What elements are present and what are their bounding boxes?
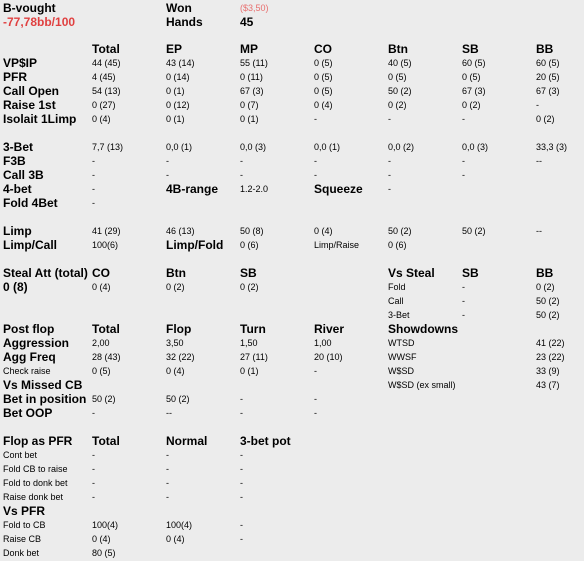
cell: 41 (22) [536, 338, 565, 348]
row-label-f3b: F3B [3, 154, 26, 168]
bb-per-100: -77,78bb/100 [3, 15, 76, 29]
cell: -- [166, 408, 172, 418]
cell: - [166, 464, 169, 474]
cell: 0 (27) [92, 100, 116, 110]
cell: 80 (5) [92, 548, 116, 558]
won-value: ($3,50) [240, 3, 269, 13]
cell: - [462, 170, 465, 180]
cell: - [240, 492, 243, 502]
cell: - [240, 170, 243, 180]
row-label-check-raise: Check raise [3, 366, 51, 376]
cell: - [92, 492, 95, 502]
row-label-fold-to-cb: Fold to CB [3, 520, 46, 530]
cell: 0,0 (2) [388, 142, 415, 152]
cell: 33,3 (3) [536, 142, 568, 152]
showdown-row-label: WTSD [388, 338, 415, 348]
col-header-total: Total [92, 434, 120, 448]
cell: 41 (29) [92, 226, 121, 236]
row-label-cont-bet: Cont bet [3, 450, 38, 460]
cell: 23 (22) [536, 352, 565, 362]
cell: 60 (5) [462, 58, 486, 68]
cell: 28 (43) [92, 352, 121, 362]
cell: 7,7 (13) [92, 142, 124, 152]
row-label-pfr: PFR [3, 70, 27, 84]
value-steal-co: 0 (4) [92, 282, 111, 292]
cell: - [92, 478, 95, 488]
cell: - [166, 492, 169, 502]
label-vs-steal: Vs Steal [388, 266, 435, 280]
cell: - [240, 478, 243, 488]
cell: - [536, 100, 539, 110]
col-header-bb: BB [536, 42, 554, 56]
row-label-bet-oop: Bet OOP [3, 406, 53, 420]
row-label-call-open: Call Open [3, 84, 60, 98]
cell: 46 (13) [166, 226, 195, 236]
cell: 0,0 (3) [240, 142, 267, 152]
cell: - [240, 534, 243, 544]
cell: - [166, 450, 169, 460]
cell: - [166, 170, 169, 180]
cell: 1,00 [314, 338, 332, 348]
cell: 50 (2) [536, 296, 560, 306]
value-squeeze: - [388, 184, 391, 194]
label-vs-steal-sb: SB [462, 266, 479, 280]
cell: 0 (2) [536, 114, 555, 124]
col-header-ep: EP [166, 42, 183, 56]
label-showdowns: Showdowns [388, 322, 458, 336]
cell: 43 (14) [166, 58, 195, 68]
cell: - [92, 408, 95, 418]
hands-value: 45 [240, 15, 254, 29]
cell: 0 (1) [240, 114, 259, 124]
cell: 40 (5) [388, 58, 412, 68]
col-header-total: Total [92, 42, 120, 56]
cell: - [166, 478, 169, 488]
won-label: Won [166, 1, 192, 15]
cell: - [92, 464, 95, 474]
label-limp-raise: Limp/Raise [314, 240, 360, 250]
cell: 0 (7) [240, 100, 259, 110]
row-label-raise-donk-bet: Raise donk bet [3, 492, 64, 502]
hands-label: Hands [166, 15, 203, 29]
cell: 0 (2) [388, 100, 407, 110]
cell: 60 (5) [536, 58, 560, 68]
cell: - [240, 394, 243, 404]
col-header-sb: SB [462, 42, 479, 56]
row-label-raise-cb: Raise CB [3, 534, 42, 544]
cell: - [388, 114, 391, 124]
label-limp-fold: Limp/Fold [166, 238, 224, 252]
cell: 2,00 [92, 338, 110, 348]
cell: 0 (4) [166, 366, 185, 376]
cell: - [92, 184, 95, 194]
player-name: B-vought [3, 1, 56, 15]
cell: 44 (45) [92, 58, 121, 68]
cell: 50 (2) [92, 394, 116, 404]
row-label-fold-4bet: Fold 4Bet [3, 196, 58, 210]
value-limp-raise: 0 (6) [388, 240, 407, 250]
cell: 0 (2) [462, 100, 481, 110]
col-header-co: CO [314, 42, 332, 56]
value-limp-fold: 0 (6) [240, 240, 259, 250]
col-header-3bet-pot: 3-bet pot [240, 434, 291, 448]
cell: 0 (4) [92, 114, 111, 124]
cell: 100(4) [92, 520, 119, 530]
cell: 0 (4) [92, 534, 111, 544]
cell: 67 (3) [240, 86, 264, 96]
cell: - [240, 520, 243, 530]
vs-steal-row-label: Fold [388, 282, 406, 292]
value-steal-total: 0 (8) [3, 280, 28, 294]
row-label-bet-in-position: Bet in position [3, 392, 87, 406]
cell: - [314, 170, 317, 180]
cell: 0 (5) [92, 366, 111, 376]
cell: - [92, 170, 95, 180]
cell: - [388, 156, 391, 166]
cell: 0 (4) [314, 226, 333, 236]
cell: -- [536, 156, 542, 166]
label-vs-pfr: Vs PFR [3, 504, 46, 518]
label-squeeze: Squeeze [314, 182, 363, 196]
cell: 0 (14) [166, 72, 190, 82]
row-label-3bet: 3-Bet [3, 140, 34, 154]
cell: 0 (1) [240, 366, 259, 376]
cell: - [314, 394, 317, 404]
cell: 33 (9) [536, 366, 560, 376]
cell: 67 (3) [462, 86, 486, 96]
cell: - [314, 366, 317, 376]
col-header-flop: Flop [166, 322, 192, 336]
cell: 0 (4) [314, 100, 333, 110]
cell: 0 (4) [166, 534, 185, 544]
row-label-aggression: Aggression [3, 336, 70, 350]
cell: 0 (1) [166, 114, 185, 124]
vs-steal-row-label: Call [388, 296, 404, 306]
cell: - [314, 408, 317, 418]
row-label-raise-first: Raise 1st [3, 98, 56, 112]
label-steal-co: CO [92, 266, 110, 280]
cell: 0,0 (3) [462, 142, 489, 152]
col-header-turn: Turn [240, 322, 266, 336]
cell: 0,0 (1) [314, 142, 341, 152]
cell: 20 (5) [536, 72, 560, 82]
cell: 0,0 (1) [166, 142, 193, 152]
row-label-limp: Limp [3, 224, 32, 238]
cell: 1,50 [240, 338, 258, 348]
cell: 0 (12) [166, 100, 190, 110]
cell: 43 (7) [536, 380, 560, 390]
cell: 20 (10) [314, 352, 343, 362]
label-4b-range: 4B-range [166, 182, 219, 196]
row-label-fold-cb-to-raise: Fold CB to raise [3, 464, 68, 474]
cell: 0 (11) [240, 72, 263, 82]
label-vs-steal-bb: BB [536, 266, 554, 280]
label-post-flop: Post flop [3, 322, 55, 336]
col-header-mp: MP [240, 42, 258, 56]
cell: - [462, 296, 465, 306]
cell: 0 (5) [314, 86, 333, 96]
cell: 0 (1) [166, 86, 185, 96]
row-label-4bet: 4-bet [3, 182, 32, 196]
cell: - [92, 198, 95, 208]
cell: - [462, 114, 465, 124]
row-label-call-3b: Call 3B [3, 168, 44, 182]
row-label-vpip: VP$IP [3, 56, 38, 70]
cell: 55 (11) [240, 58, 268, 68]
value-steal-btn: 0 (2) [166, 282, 185, 292]
label-vs-missed-cb: Vs Missed CB [3, 378, 83, 392]
cell: -- [536, 226, 542, 236]
cell: 0 (2) [536, 282, 555, 292]
cell: 100(4) [166, 520, 193, 530]
vs-steal-row-label: 3-Bet [388, 310, 410, 320]
cell: 50 (2) [388, 226, 412, 236]
cell: 32 (22) [166, 352, 195, 362]
cell: - [462, 156, 465, 166]
cell: 50 (2) [462, 226, 486, 236]
col-header-total: Total [92, 322, 120, 336]
showdown-row-label: W$SD [388, 366, 415, 376]
col-header-btn: Btn [388, 42, 408, 56]
label-steal-att: Steal Att (total) [3, 266, 88, 280]
cell: 50 (8) [240, 226, 264, 236]
showdown-row-label: WWSF [388, 352, 417, 362]
value-4b-range: 1.2-2.0 [240, 184, 269, 194]
cell: 3,50 [166, 338, 184, 348]
cell: 0 (5) [388, 72, 407, 82]
cell: - [240, 156, 243, 166]
cell: 67 (3) [536, 86, 560, 96]
cell: - [462, 310, 465, 320]
cell: - [314, 114, 317, 124]
cell: - [240, 450, 243, 460]
cell: - [240, 408, 243, 418]
cell: - [92, 156, 95, 166]
label-flop-as-pfr: Flop as PFR [3, 434, 73, 448]
cell: 50 (2) [166, 394, 190, 404]
row-label-agg-freq: Agg Freq [3, 350, 56, 364]
cell: - [240, 464, 243, 474]
row-label-isolate-limp: Isolait 1Limp [3, 112, 77, 126]
col-header-normal: Normal [166, 434, 208, 448]
value-steal-sb: 0 (2) [240, 282, 259, 292]
cell: - [92, 450, 95, 460]
cell: 0 (5) [462, 72, 481, 82]
label-steal-btn: Btn [166, 266, 186, 280]
showdown-row-label: W$SD (ex small) [388, 380, 456, 390]
cell: 0 (5) [314, 72, 333, 82]
cell: - [166, 156, 169, 166]
cell: 50 (2) [536, 310, 560, 320]
cell: - [314, 156, 317, 166]
row-label-limp-call: Limp/Call [3, 238, 58, 252]
cell: 100(6) [92, 240, 119, 250]
row-label-fold-to-donk-bet: Fold to donk bet [3, 478, 68, 488]
cell: 54 (13) [92, 86, 121, 96]
cell: - [388, 170, 391, 180]
col-header-river: River [314, 322, 345, 336]
cell: 50 (2) [388, 86, 412, 96]
cell: 4 (45) [92, 72, 116, 82]
cell: 0 (5) [314, 58, 333, 68]
cell: 27 (11) [240, 352, 268, 362]
row-label-donk-bet: Donk bet [3, 548, 40, 558]
label-steal-sb: SB [240, 266, 257, 280]
cell: - [462, 282, 465, 292]
